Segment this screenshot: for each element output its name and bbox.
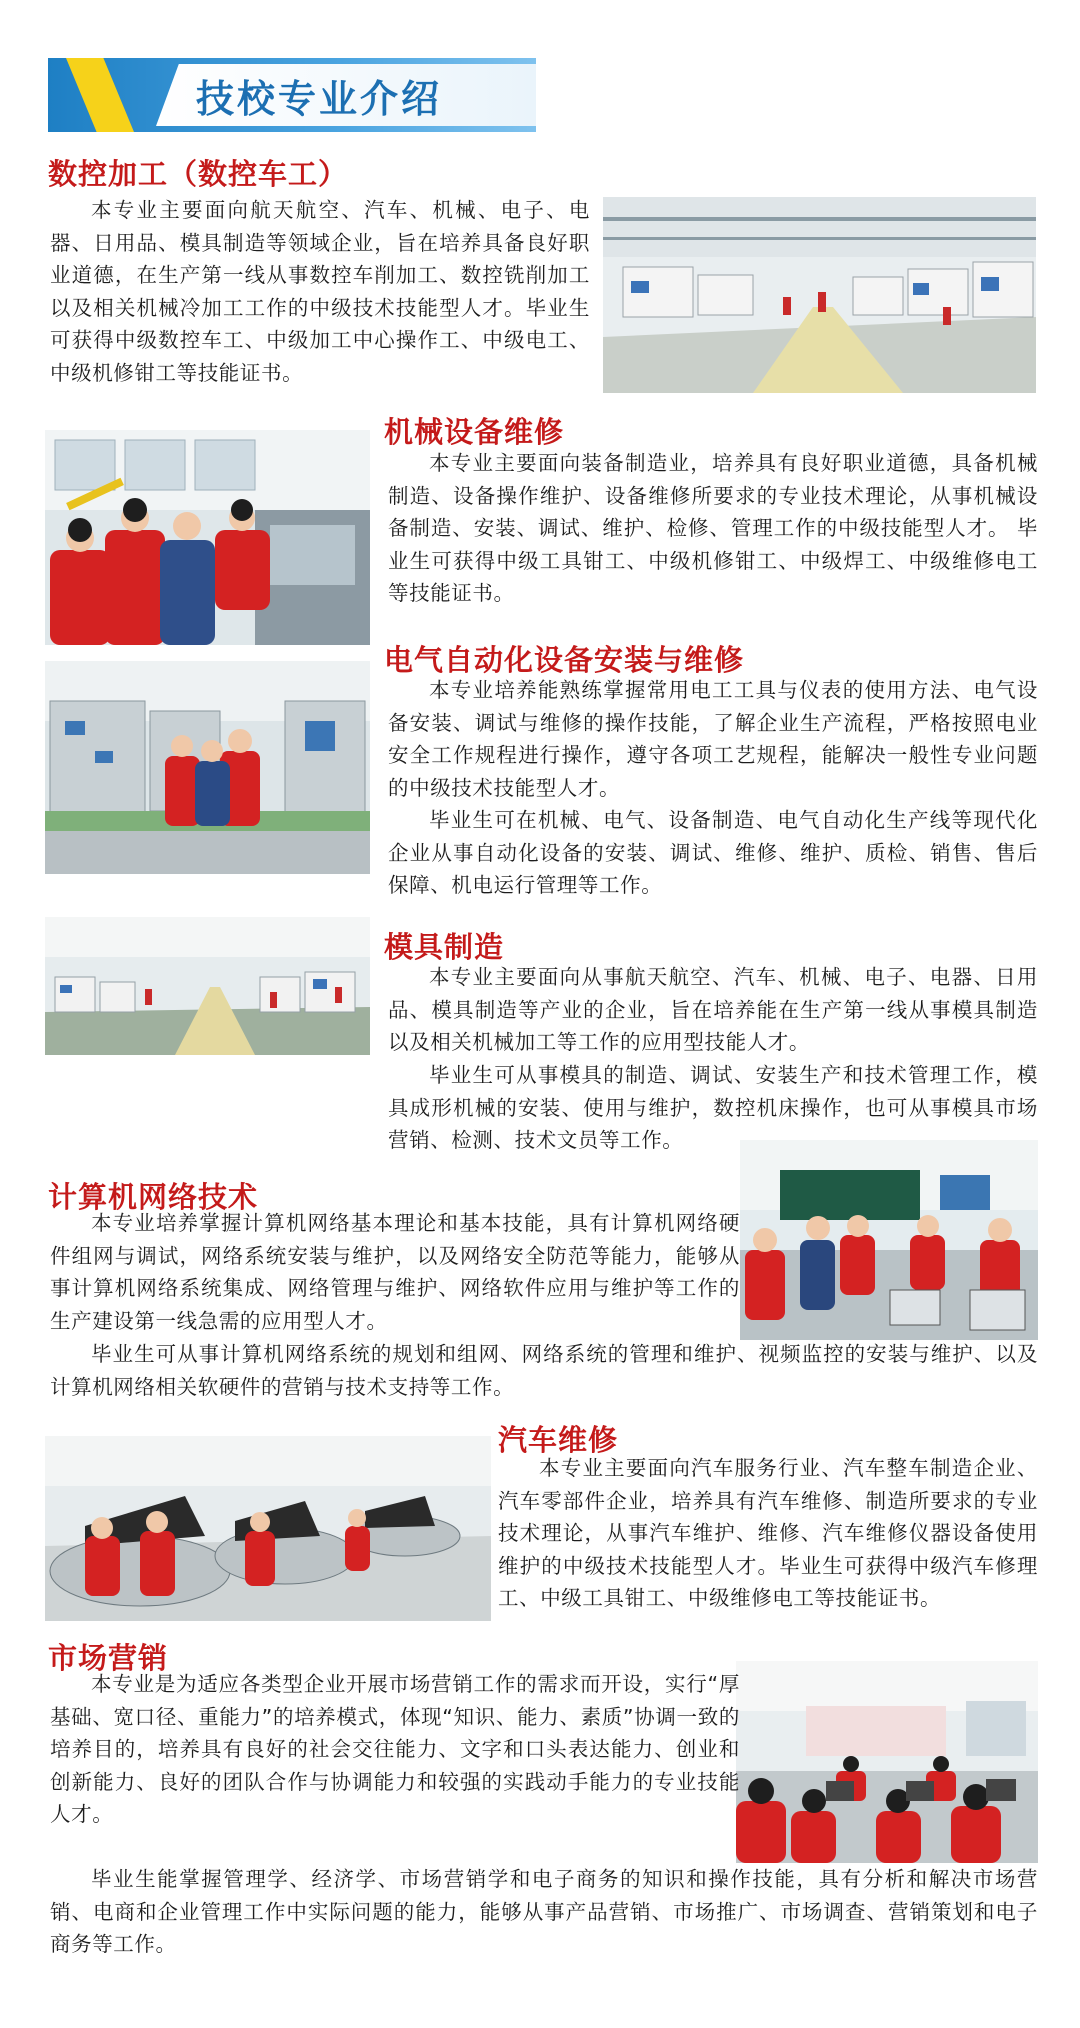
section-title-cnc: 数控加工（数控车工）	[48, 157, 349, 191]
section-text-mold-1: 本专业主要面向从事航天航空、汽车、机械、电子、电器、日用品、模具制造等产业的企业，旨在培养能在生产第一线从事模具制造以及相关机械加工等工作的应用型技能人才。	[388, 965, 1038, 1055]
section-title-electrical: 电气自动化设备安装与维修	[384, 643, 745, 677]
photo-mold-workshop	[45, 917, 370, 1055]
section-text-network-2: 毕业生可从事计算机网络系统的规划和组网、网络系统的管理和维护、视频监控的安装与维护、以及计算机网络相关软硬件的营销与技术支持等工作。	[50, 1342, 1038, 1399]
section-title-network: 计算机网络技术	[48, 1180, 259, 1214]
section-title-marketing: 市场营销	[48, 1641, 169, 1675]
section-text-marketing-2: 毕业生能掌握管理学、经济学、市场营销学和电子商务的知识和操作技能，具有分析和解决市场营销、电商和企业管理工作中实际问题的能力，能够从事产品营销、市场推广、市场调查、营销策划和电子商务等工作。	[50, 1867, 1038, 1957]
photo-mechanical-training	[45, 430, 370, 645]
section-text-network-1: 本专业培养掌握计算机网络基本理论和基本技能，具有计算机网络硬件组网与调试，网络系统安装与维护，以及网络安全防范等能力，能够从事计算机网络系统集成、网络管理与维护、网络软件应用与维护等工作的生产建设第一线急需的应用型人才。	[50, 1211, 740, 1333]
section-text-electrical-1: 本专业培养能熟练掌握常用电工工具与仪表的使用方法、电气设备安装、调试与维修的操作技能，了解企业生产流程，严格按照电业安全工作规程进行操作，遵守各项工艺规程，能解决一般性专业问题的中级技术技能型人才。	[388, 678, 1038, 800]
section-text-auto-repair: 本专业主要面向汽车服务行业、汽车整车制造企业、汽车零部件企业，培养具有汽车维修、制造所要求的专业技术理论，从事汽车维护、维修、汽车维修仪器设备使用维护的中级技术技能型人才。毕业生可获得中级汽车修理工、中级工具钳工、中级维修电工等技能证书。	[498, 1456, 1038, 1611]
section-title-mechanical: 机械设备维修	[384, 415, 565, 449]
section-text-marketing-1: 本专业是为适应各类型企业开展市场营销工作的需求而开设，实行“厚基础、宽口径、重能力”的培养模式，体现“知识、能力、素质”协调一致的培养目的，培养具有良好的社会交往能力、文字和口头表达能力、创业和创新能力、良好的团队合作与协调能力和较强的实践动手能力的专业技能人才。	[50, 1672, 740, 1827]
photo-cnc-workshop	[603, 197, 1036, 393]
section-title-mold: 模具制造	[384, 930, 505, 964]
section-text-mechanical: 本专业主要面向装备制造业，培养具有良好职业道德，具备机械制造、设备操作维护、设备维修所要求的专业技术理论，从事机械设备制造、安装、调试、维护、检修、管理工作的中级技能型人才。 毕业生可获得中级工具钳工、中级机修钳工、中级焊工、中级维修电工等技能证书。	[388, 451, 1038, 606]
photo-computer-lab	[740, 1140, 1038, 1340]
section-text-electrical-2: 毕业生可在机械、电气、设备制造、电气自动化生产线等现代化企业从事自动化设备的安装、调试、维修、维护、质检、销售、售后保障、机电运行管理等工作。	[388, 808, 1038, 898]
page-header-banner	[48, 58, 536, 132]
section-text-cnc: 本专业主要面向航天航空、汽车、机械、电子、电器、日用品、模具制造等领域企业，旨在培养具备良好职业道德，在生产第一线从事数控车削加工、数控铣削加工以及相关机械冷加工工作的中级技术技能型人才。毕业生可获得中级数控车工、中级加工中心操作工、中级电工、中级机修钳工等技能证书。	[50, 198, 590, 385]
photo-electrical-lab	[45, 661, 370, 874]
photo-marketing-class	[736, 1661, 1038, 1863]
section-text-mold-2-content: 毕业生可从事模具的制造、调试、安装生产和技术管理工作，模具成形机械的安装、使用与维护，数控机床操作，也可从事模具市场营销、检测、技术文员等工作。	[388, 1063, 1038, 1153]
photo-auto-workshop	[45, 1436, 491, 1621]
section-title-auto-repair: 汽车维修	[498, 1423, 619, 1457]
page-title: 技校专业介绍	[196, 77, 443, 121]
